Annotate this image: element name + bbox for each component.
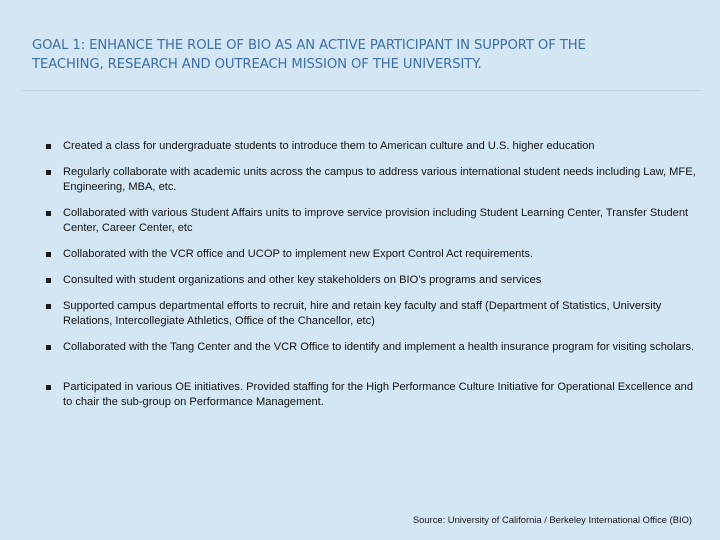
bullet-item — [46, 340, 696, 355]
square-bullet-icon — [46, 252, 51, 257]
square-bullet-icon — [46, 144, 51, 149]
square-bullet-icon — [46, 278, 51, 283]
slide-title-line-2: TEACHING, RESEARCH AND OUTREACH MISSION OF THE UNIVERSITY. — [32, 57, 482, 72]
bullet-item — [46, 247, 696, 262]
bullet-text: Collaborated with various Student Affairs units to improve service provision including Student Learning Center, Transfer Student Center, Career Center, etc — [63, 207, 689, 235]
bullet-text: Collaborated with the VCR office and UCOP to implement new Export Control Act requirements. — [63, 248, 534, 260]
square-bullet-icon — [46, 304, 51, 309]
bullet-item — [46, 165, 696, 196]
slide-title-line-1: GOAL 1: ENHANCE THE ROLE OF BIO AS AN ACTIVE PARTICIPANT IN SUPPORT OF THE — [32, 38, 586, 53]
bullet-item — [46, 139, 696, 154]
source-footnote: Source: University of California / Berkeley International Office (BIO) — [412, 514, 692, 525]
bullet-text: Collaborated with the Tang Center and the VCR Office to identify and implement a health insurance program for visiting scholars. — [63, 341, 695, 353]
bullet-text: Regularly collaborate with academic units across the campus to address various international student needs including Law, MFE, Engineering, MBA, etc. — [63, 166, 696, 194]
bullet-text: Consulted with student organizations and other key stakeholders on BIO’s programs and services — [63, 274, 542, 286]
square-bullet-icon — [46, 385, 51, 390]
bullet-text: Created a class for undergraduate students to introduce them to American culture and U.S. higher education — [63, 140, 595, 152]
bullet-item — [46, 299, 696, 330]
bullet-text: Participated in various OE initiatives. Provided staffing for the High Performance Culture Initiative for Operational Excellence and to chair the sub-group on Performance Management. — [63, 381, 693, 409]
bullet-item — [46, 206, 696, 237]
square-bullet-icon — [46, 170, 51, 175]
square-bullet-icon — [46, 345, 51, 350]
bullet-item — [46, 273, 696, 288]
bullet-item — [46, 380, 696, 411]
bullet-text: Supported campus departmental efforts to recruit, hire and retain key faculty and staff (Department of Statistics, University Relations, Intercollegiate Athletics, Office of the Chancellor, etc) — [63, 300, 662, 328]
square-bullet-icon — [46, 211, 51, 216]
